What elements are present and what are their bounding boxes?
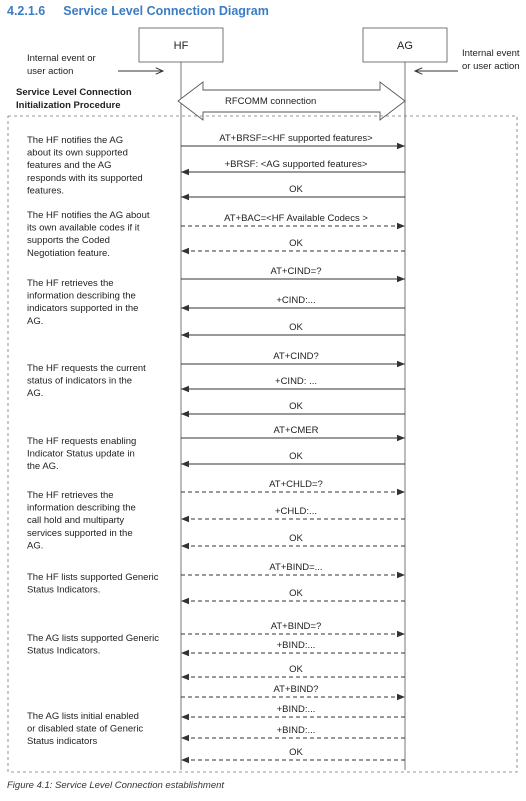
step-description-line: information describing the — [27, 290, 136, 302]
step-description-line: about its own supported — [27, 147, 128, 159]
message-label: AT+BAC=<HF Available Codecs > — [224, 213, 368, 224]
message-label: OK — [289, 322, 303, 333]
message-label: OK — [289, 588, 303, 599]
step-description-line: The AG lists supported Generic — [27, 633, 160, 644]
message-label: AT+CIND=? — [270, 266, 322, 277]
step-description-line: The HF notifies the AG — [27, 135, 124, 146]
step-description-line: the AG. — [27, 461, 59, 473]
hf-entity-label: HF — [173, 40, 189, 52]
step-description-line: The HF notifies the AG about — [27, 210, 150, 221]
step-description-line: responds with its supported — [27, 172, 143, 184]
left-event-line-2: user action — [27, 66, 74, 77]
step-description-line: information describing the — [27, 502, 136, 514]
step-description-line: The HF retrieves the — [27, 278, 114, 289]
left-event-line-1: Internal event or — [27, 53, 96, 64]
step-description-line: its own available codes if it — [27, 222, 140, 234]
step-description-line: Status indicators — [27, 736, 98, 748]
rfcomm-connection-label: RFCOMM connection — [225, 96, 317, 107]
step-description-line: Status Indicators. — [27, 584, 101, 596]
message-label: OK — [289, 451, 303, 462]
section-number: 4.2.1.6 — [7, 4, 46, 18]
message-label: OK — [289, 238, 303, 249]
step-description-line: AG. — [27, 315, 44, 327]
step-description-line: AG. — [27, 540, 44, 552]
message-label: +BRSF: <AG supported features> — [224, 159, 368, 170]
step-description-line: features. — [27, 185, 64, 197]
message-label: AT+CIND? — [273, 351, 319, 362]
section-title: Service Level Connection Diagram — [63, 4, 269, 18]
right-event-line-2: or user action — [462, 61, 520, 72]
ag-entity-label: AG — [397, 40, 413, 52]
step-description-line: Status Indicators. — [27, 645, 101, 657]
message-label: OK — [289, 401, 303, 412]
step-description-line: call hold and multiparty — [27, 515, 125, 527]
message-label: OK — [289, 747, 303, 758]
step-description-line: supports the Coded — [27, 235, 110, 247]
step-description-line: indicators supported in the — [27, 303, 139, 315]
message-label: AT+CHLD=? — [269, 479, 323, 490]
step-description-line: Negotiation feature. — [27, 247, 110, 259]
message-label: +BIND:... — [276, 704, 316, 715]
message-label: AT+BRSF=<HF supported features> — [219, 133, 373, 144]
step-description-line: features and the AG — [27, 160, 112, 172]
message-label: +CIND:... — [276, 295, 316, 306]
procedure-title-line-1: Service Level Connection — [16, 87, 132, 98]
message-label: +BIND:... — [276, 725, 316, 736]
right-event-line-1: Internal event — [462, 48, 520, 59]
step-description-line: The HF lists supported Generic — [27, 572, 159, 583]
step-description-line: The HF requests enabling — [27, 436, 137, 447]
step-description-line: or disabled state of Generic — [27, 723, 144, 735]
message-label: +CHLD:... — [275, 506, 317, 517]
step-descriptions — [27, 135, 159, 747]
step-description-line: The HF requests the current — [27, 363, 146, 374]
message-arrows — [181, 133, 405, 760]
step-description-line: services supported in the — [27, 527, 133, 539]
message-label: AT+BIND=? — [270, 621, 322, 632]
message-label: OK — [289, 664, 303, 675]
message-label: AT+BIND=... — [269, 562, 323, 573]
message-label: AT+CMER — [273, 425, 319, 436]
message-label: OK — [289, 184, 303, 195]
step-description-line: status of indicators in the — [27, 375, 133, 387]
message-label: AT+BIND? — [273, 684, 319, 695]
message-label: +CIND: ... — [275, 376, 317, 387]
message-label: OK — [289, 533, 303, 544]
step-description-line: Indicator Status update in — [27, 448, 135, 460]
procedure-title-line-2: Initialization Procedure — [16, 100, 121, 111]
message-label: +BIND:... — [276, 640, 316, 651]
step-description-line: The AG lists initial enabled — [27, 711, 139, 722]
step-description-line: AG. — [27, 388, 44, 400]
figure-caption: Figure 4.1: Service Level Connection establishment — [7, 780, 225, 791]
step-description-line: The HF retrieves the — [27, 490, 114, 501]
